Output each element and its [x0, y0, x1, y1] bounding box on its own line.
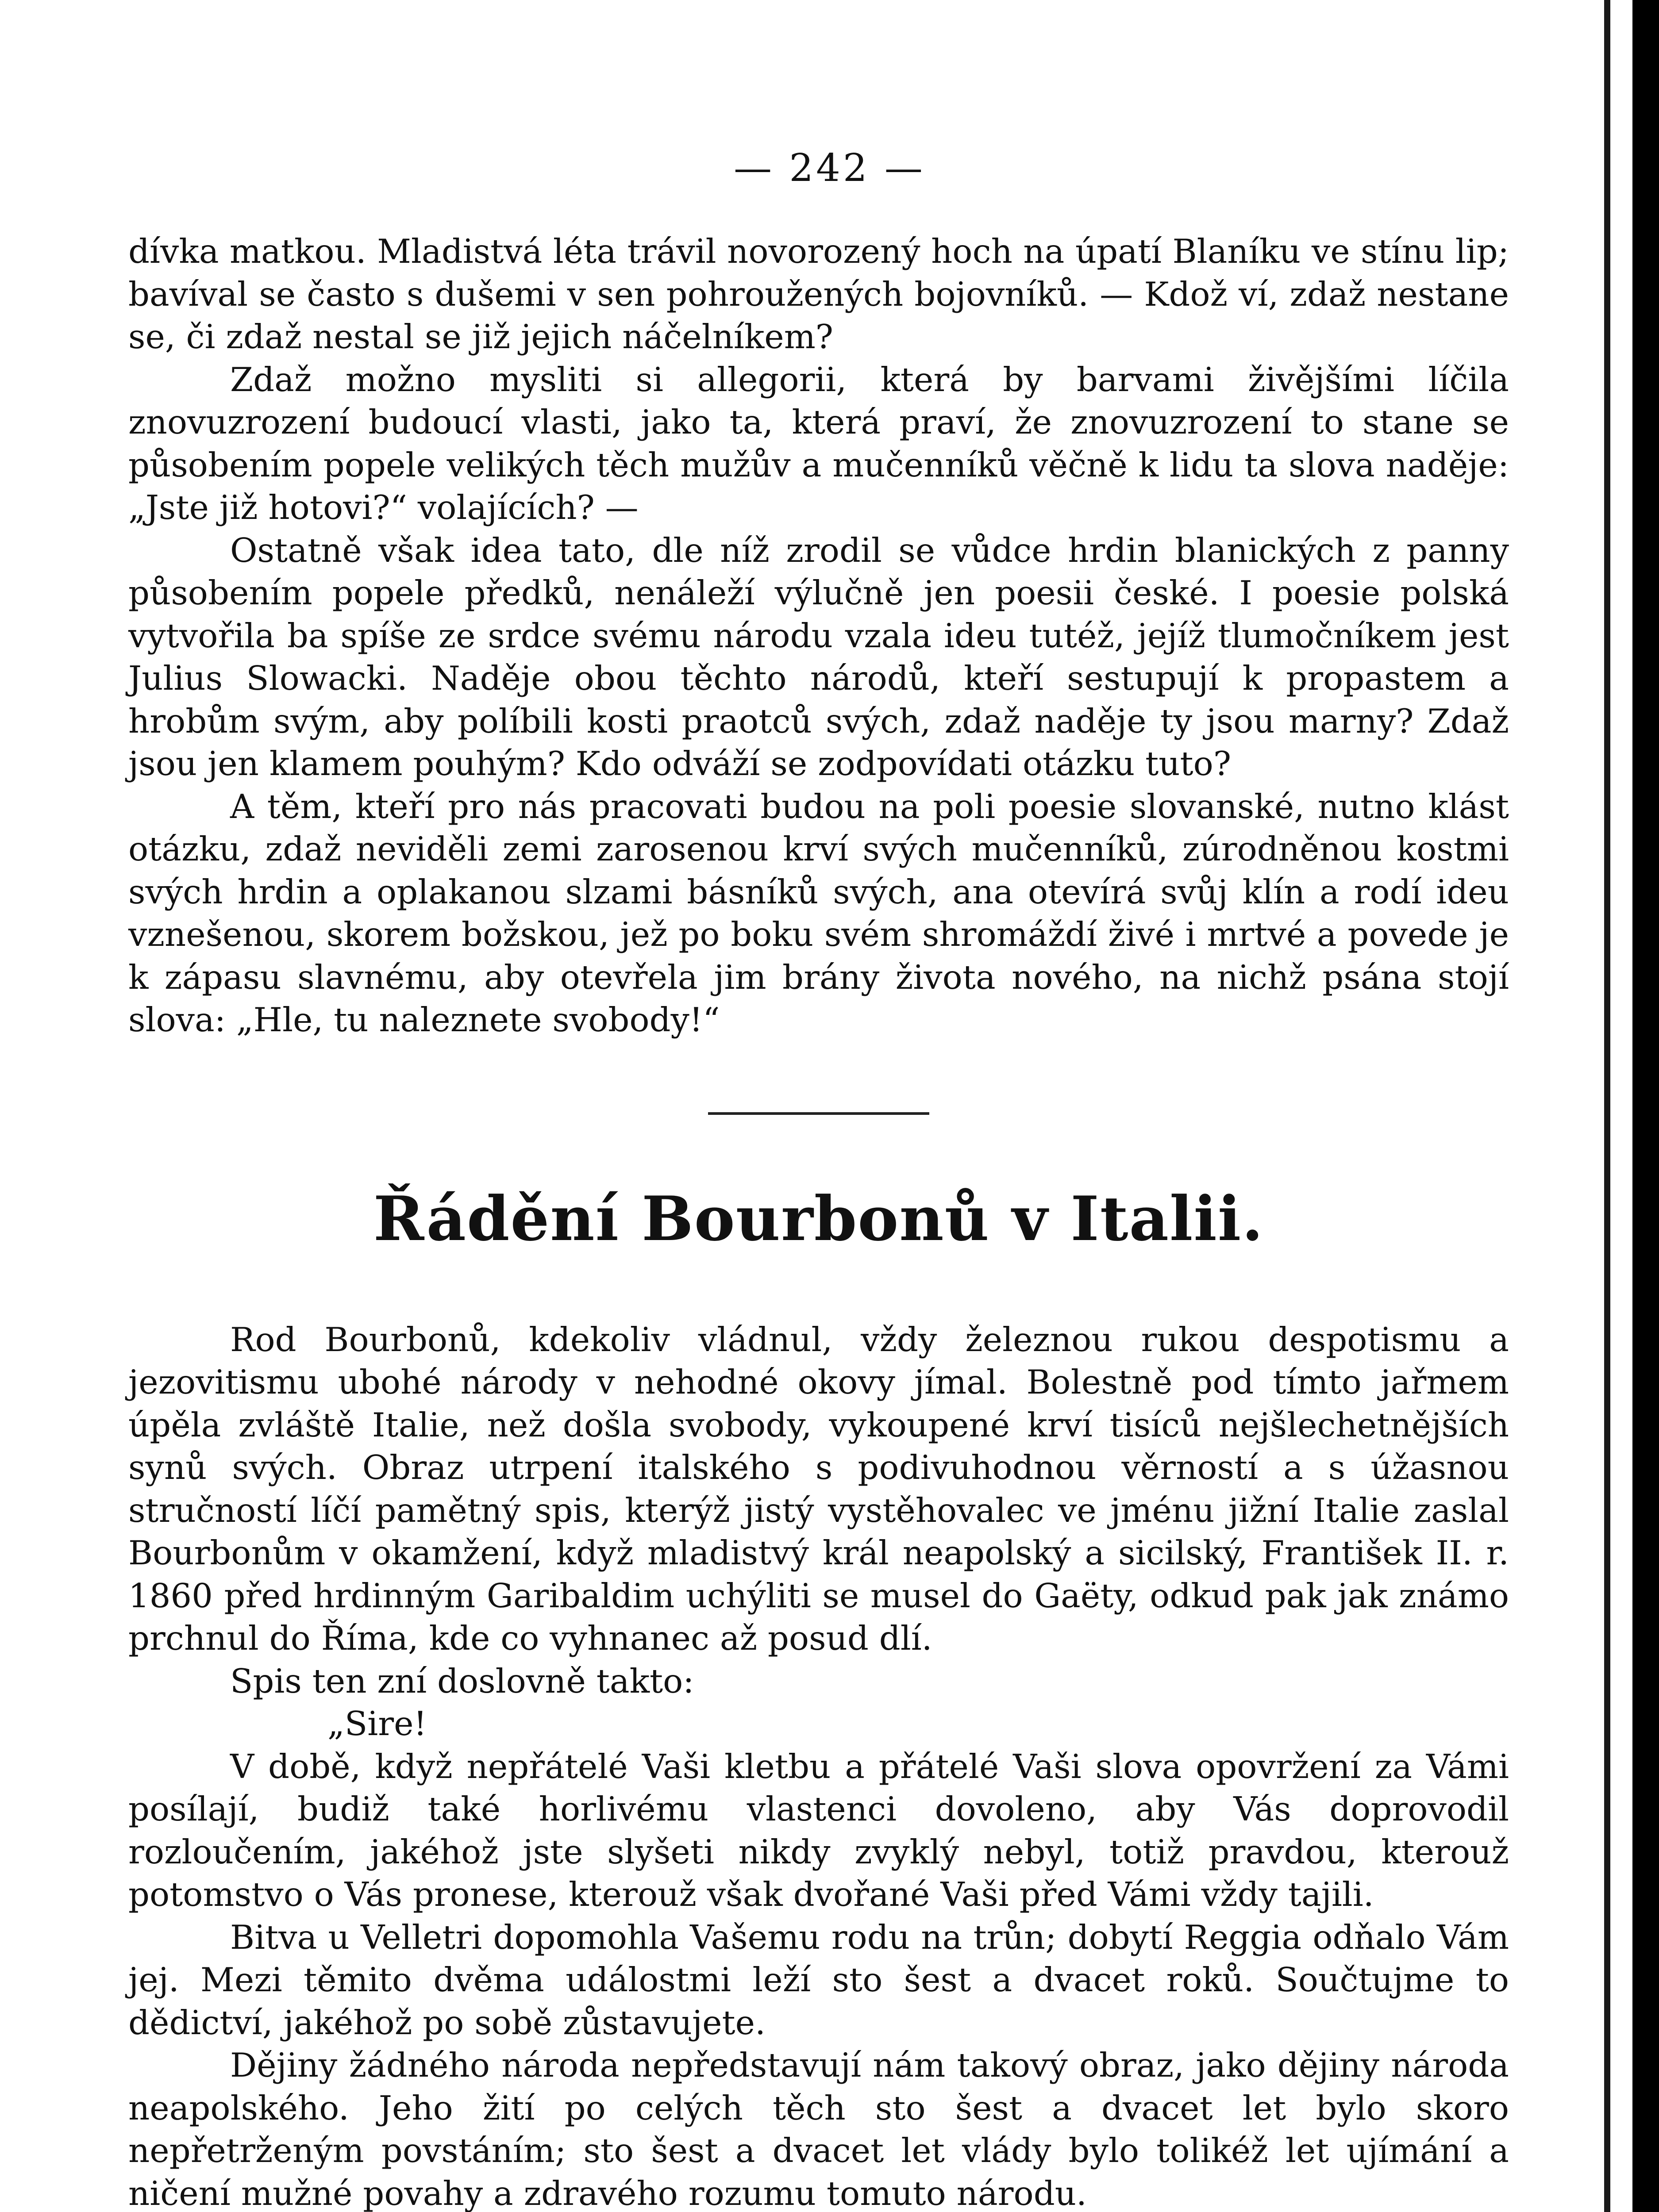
paragraph: dívka matkou. Mladistvá léta trávil novorozený hoch na úpatí Blaníku ve stínu lip; bavíval se často s dušemi v sen pohroužených bojovníků. — Kdož ví, zdaž nestane se, či zdaž nestal se již jejich náčelníkem?	[128, 232, 1509, 356]
paragraph: Rod Bourbonů, kdekoliv vládnul, vždy železnou rukou despotismu a jezovitismu ubohé národy v nehodné okovy jímal. Bolestně pod tímto jařmem úpěla zvláště Italie, než došla svobody, vykoupené krví tisíců nejšlechetnějších synů svých. Obraz utrpení italského s podivuhodnou věrností a s úžasnou stručností líčí pamětný spis, kterýž jistý vystěhovalec ve jménu jižní Italie zaslal Bourbonům v okamžení, když mladistvý král neapolský a sicilský, František II. r. 1860 před hrdinným Garibaldim uchýliti se musel do Gaëty, odkud pak jak známo prchnul do Říma, kde co vyhnanec až posud dlí.	[128, 1320, 1509, 1658]
paragraph: Spis ten zní doslovně takto:	[230, 1661, 694, 1701]
paragraph: Zdaž možno mysliti si allegorii, která by barvami živějšími líčila znovuzrození budoucí vlasti, jako ta, která praví, že znovuzrození to stane se působením popele velikých těch mužův a mučenníků věčně k lidu ta slova naděje: „Jste již hotovi?“ volajících? —	[128, 360, 1509, 527]
section-divider	[708, 1112, 929, 1115]
paragraph: Bitva u Velletri dopomohla Vašemu rodu na trůn; dobytí Reggia odňalo Vám jej. Mezi těmito dvěma událostmi leží sto šest a dvacet roků. Součtujme to dědictví, jakéhož po sobě zůstavujete.	[128, 1917, 1509, 2042]
paragraph: V době, když nepřátelé Vaši kletbu a přátelé Vaši slova opovržení za Vámi posílají, budiž také horlivému vlastenci dovoleno, aby Vás doprovodil rozloučením, jakéhož jste slyšeti nikdy zvyklý nebyl, totiž pravdou, kterouž potomstvo o Vás pronese, kterouž však dvořané Vaši před Vámi vždy tajili.	[128, 1747, 1509, 1914]
page-edge-shadow	[1604, 0, 1610, 2212]
paragraph: Dějiny žádného národa nepředstavují nám takový obraz, jako dějiny národa neapolského. Jeho žití po celých těch sto šest a dvacet let bylo skoro nepřetrženým povstáním; sto šest a dvacet let vlády bylo tolikéž let ujímání a ničení mužné povahy a zdravého rozumu tomuto národu.	[128, 2046, 1509, 2212]
paragraph: Ostatně však idea tato, dle níž zrodil se vůdce hrdin blanických z panny působením popele předků, nenáleží výlučně jen poesii české. I poesie polská vytvořila ba spíše ze srdce svému národu vzala ideu tutéž, jejíž tlumočníkem jest Julius Slowacki. Naděje obou těchto národů, kteří sestupují k propastem a hrobům svým, aby políbili kosti praotců svých, zdaž naděje ty jsou marny? Zdaž jsou jen klamem pouhým? Kdo odváží se zodpovídati otázku tuto?	[128, 530, 1509, 783]
page-edge	[1632, 0, 1659, 2212]
page-body	[128, 230, 1509, 2212]
section-title: Řádění Bourbonů v Italii.	[373, 1182, 1264, 1255]
salutation: „Sire!	[327, 1704, 427, 1743]
page-number: — 242 —	[734, 146, 925, 190]
paragraph: A těm, kteří pro nás pracovati budou na poli poesie slovanské, nutno klást otázku, zdaž neviděli zemi zarosenou krví svých mučenníků, zúrodněnou kostmi svých hrdin a oplakanou slzami básníků svých, ana otevírá svůj klín a rodí ideu vznešenou, skorem božskou, jež po boku svém shromáždí živé i mrtvé a povede je k zápasu slavnému, aby otevřela jim brány života nového, na nichž psána stojí slova: „Hle, tu naleznete svobody!“	[128, 787, 1509, 1039]
